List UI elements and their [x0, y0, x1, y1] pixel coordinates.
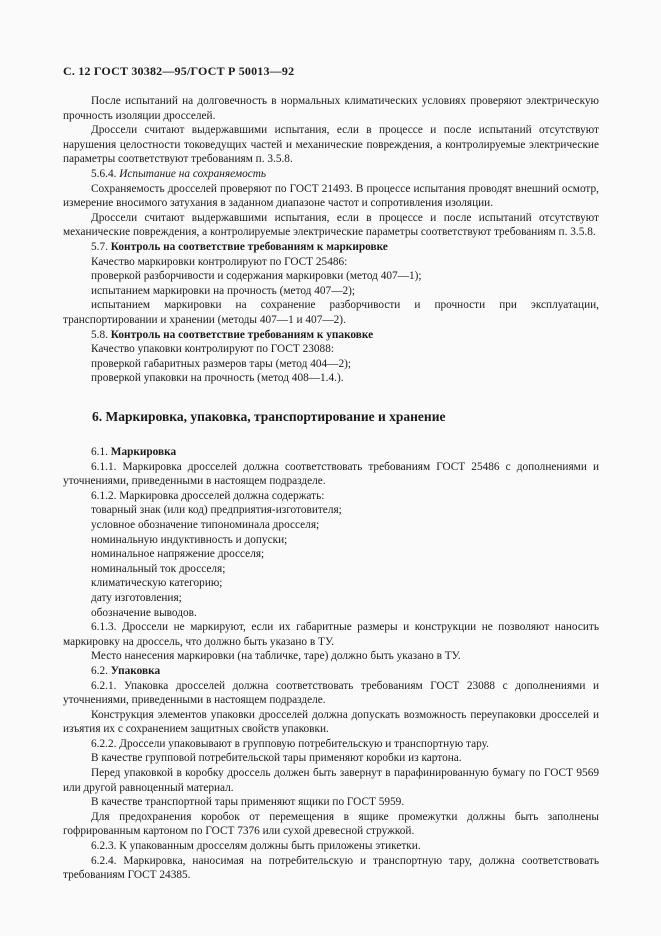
paragraph [63, 547, 599, 562]
paragraph-text: 6.1.2. Маркировка дросселей должна содержать: [91, 489, 325, 502]
paragraph [63, 328, 599, 343]
paragraph [63, 445, 599, 460]
paragraph-text: 6.2.4. Маркировка, наносимая на потребительскую и транспортную тару, должна соответствовать требованиям ГОСТ 24385. [63, 854, 599, 882]
clause-number: 5.8. [91, 328, 111, 341]
paragraph [63, 255, 599, 270]
clause-number: 6.1. [91, 446, 111, 458]
paragraph [63, 123, 599, 167]
paragraph [63, 182, 599, 211]
paragraph [63, 576, 599, 591]
paragraph [63, 737, 599, 752]
paragraph [63, 211, 599, 240]
paragraph [63, 489, 599, 504]
paragraph [63, 810, 599, 839]
paragraph [63, 839, 599, 854]
paragraph [63, 606, 599, 621]
paragraph-text: Перед упаковкой в коробку дроссель должен быть завернут в парафинированную бумагу по ГОСТ 9569 или другой равноценный материал. [63, 767, 599, 794]
paragraph [63, 357, 599, 372]
paragraph-text: проверкой габаритных размеров тары (метод 404—2); [91, 357, 351, 370]
paragraph-text: 6.2.3. К упакованным дросселям должны быть приложены этикетки. [91, 840, 421, 853]
paragraph-text: номинальную индуктивность и допуски; [91, 533, 288, 546]
paragraph [63, 284, 599, 299]
paragraph [63, 533, 599, 548]
clause-number: 6.2. [91, 664, 111, 677]
paragraph [63, 518, 599, 533]
paragraph [63, 795, 599, 810]
paragraph-text: проверкой разборчивости и содержания маркировки (метод 407—1); [91, 270, 422, 283]
paragraph-text: номинальное напряжение дросселя; [91, 548, 265, 561]
paragraph [63, 94, 599, 123]
paragraph-text: В качестве групповой потребительской тары применяют коробки из картона. [91, 752, 462, 765]
paragraph-text: Качество упаковки контролируют по ГОСТ 23088: [91, 343, 334, 356]
clause-heading: Контроль на соответствие требованиям к маркировке [110, 240, 388, 253]
paragraph [63, 298, 599, 327]
clause-heading: Упаковка [110, 664, 161, 677]
page-header: С. 12 ГОСТ 30382—95/ГОСТ Р 50013—92 [63, 64, 295, 78]
paragraph-text: Сохраняемость дросселей проверяют по ГОСТ 21493. В процессе испытания проводят внешний осмотр, измерение вносимого затухания в заданном диапазоне частот и сопротивления изоляции. [63, 182, 599, 210]
paragraph [63, 620, 599, 649]
paragraph [63, 167, 599, 182]
paragraph [63, 664, 599, 679]
paragraph-text: климатическую категорию; [91, 577, 223, 590]
clause-heading: Контроль на соответствие требованиям к упаковке [110, 328, 374, 341]
paragraph-text: дату изготовления; [91, 591, 182, 604]
paragraph-text: обозначение выводов. [91, 606, 197, 619]
paragraph [63, 342, 599, 357]
paragraph [63, 240, 599, 255]
paragraph [63, 649, 599, 664]
paragraph-text: товарный знак (или код) предприятия-изготовителя; [91, 504, 342, 517]
clause-number: 5.6.4. [91, 167, 120, 180]
paragraph [63, 708, 599, 737]
paragraph-text: 6.2.2. Дроссели упаковывают в групповую потребительскую и транспортную тару. [91, 737, 489, 750]
paragraph-text: Дроссели считают выдержавшими испытания, если в процессе и после испытаний отсутствуют нарушения целостности токоведущих частей и механические повреждения, а контролируемые электрические параметры соответствуют требованиям п. 3.5.8. [63, 124, 599, 166]
paragraph-text: испытанием маркировки на сохранение разборчивости и прочности при эксплуатации, транспортировании и хранении (методы 407—1 и 407—2). [63, 299, 599, 326]
paragraph [63, 460, 599, 489]
paragraph-text: Место нанесения маркировки (на табличке, таре) должно быть указано в ТУ. [91, 650, 461, 663]
paragraph-text: 6.2.1. Упаковка дросселей должна соответствовать требованиям ГОСТ 23088 с дополнениями и уточнениями, приведенными в настоящем подразделе. [63, 679, 599, 707]
paragraph [63, 854, 599, 883]
paragraph-text: номинальный ток дросселя; [91, 562, 226, 575]
paragraph-text: Дроссели считают выдержавшими испытания, если в процессе и после испытаний отсутствуют механические повреждения, а контролируемые электрические параметры соответствуют требованиям п. 3.5.8. [63, 211, 599, 239]
paragraph-text: испытанием маркировки на прочность (метод 407—2); [91, 284, 356, 297]
clause-number: 5.7. [91, 240, 111, 253]
paragraph-text: Качество маркировки контролируют по ГОСТ 25486: [91, 255, 348, 268]
paragraph-text: Конструкция элементов упаковки дросселей должна допускать возможность переупаковки дросселей и изъятия их с сохранением защитных свойств упаковки. [63, 708, 599, 736]
text-block-section-6 [63, 445, 599, 883]
paragraph-text: проверкой упаковки на прочность (метод 408—1.4.). [91, 372, 344, 385]
paragraph [63, 371, 599, 386]
text-block-section-5 [63, 94, 599, 386]
paragraph [63, 269, 599, 284]
section-title: 6. Маркировка, упаковка, транспортирование и хранение [92, 409, 446, 424]
paragraph [63, 751, 599, 766]
paragraph [63, 679, 599, 708]
paragraph-text: Для предохранения коробок от перемещения в ящике промежутки должны быть заполнены гофрированным картоном по ГОСТ 7376 или сухой древесной стружкой. [63, 810, 599, 838]
paragraph-text: условное обозначение типономинала дросселя; [91, 518, 320, 531]
paragraph-text: После испытаний на долговечность в нормальных климатических условиях проверяют электрическую прочность изоляции дросселей. [63, 95, 599, 122]
paragraph [63, 591, 599, 606]
clause-heading: Маркировка [110, 446, 177, 458]
paragraph [63, 766, 599, 795]
paragraph [63, 503, 599, 518]
paragraph-text: В качестве транспортной тары применяют ящики по ГОСТ 5959. [91, 796, 405, 809]
paragraph-text: 6.1.1. Маркировка дросселей должна соответствовать требованиям ГОСТ 25486 с дополнениями и уточнениями, приведенными в настоящем подразделе. [63, 460, 599, 488]
paragraph-text: 6.1.3. Дроссели не маркируют, если их габаритные размеры и конструкции не позволяют наносить маркировку на дроссель, что должно быть указано в ТУ. [63, 621, 599, 648]
clause-heading-italic: Испытание на сохраняемость [119, 167, 267, 180]
paragraph [63, 562, 599, 577]
